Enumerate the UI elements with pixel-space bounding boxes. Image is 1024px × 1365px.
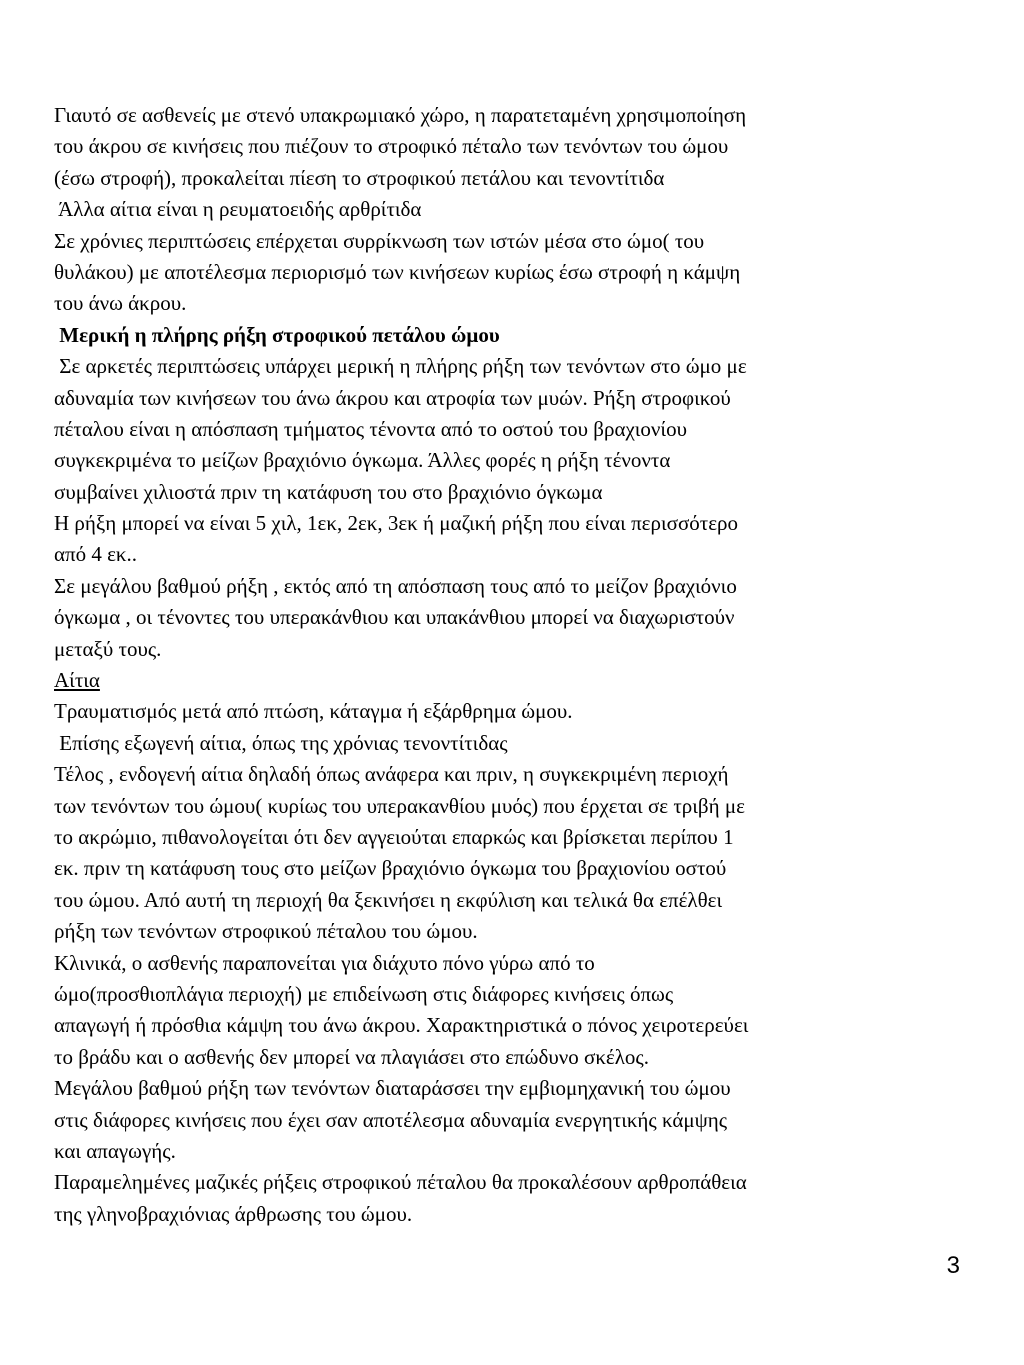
section-heading-causes xyxy=(54,665,954,696)
text-line: το βράδυ και ο ασθενής δεν μπορεί να πλαγιάσει στο επώδυνο σκέλος. xyxy=(54,1044,649,1069)
text-line: θυλάκου) με αποτέλεσμα περιορισμό των κινήσεων κυρίως έσω στροφή η κάμψη xyxy=(54,259,741,284)
text-line: του ώμου. Από αυτή τη περιοχή θα ξεκινήσει η εκφύλιση και τελικά θα επέλθει xyxy=(54,887,723,912)
text-line: αδυναμία των κινήσεων του άνω άκρου και ατροφία των μυών. Ρήξη στροφικού xyxy=(54,385,731,410)
text-line: Κλινικά, ο ασθενής παραπονείται για διάχυτο πόνο γύρω από το xyxy=(54,950,595,975)
page-number: 3 xyxy=(946,1252,960,1279)
text-line: το ακρώμιο, πιθανολογείται ότι δεν αγγειούται επαρκώς και βρίσκεται περίπου 1 xyxy=(54,824,734,849)
text-line: μεταξύ τους. xyxy=(54,636,162,661)
text-line: Επίσης εξωγενή αίτια, όπως της χρόνιας τενοντίτιδας xyxy=(54,730,508,755)
text-line: των τενόντων του ώμου( κυρίως του υπερακανθίου μυός) που έρχεται σε τριβή με xyxy=(54,793,745,818)
text-line: του άνω άκρου. xyxy=(54,291,187,316)
text-line: πέταλου είναι η απόσπαση τμήματος τένοντα από το οστού του βραχιονίου xyxy=(54,416,687,441)
text-line: Άλλα αίτια είναι η ρευματοειδής αρθρίτιδα xyxy=(54,197,422,222)
text-line: Σε μεγάλου βαθμού ρήξη , εκτός από τη απόσπαση τους από το μείζον βραχιόνιο xyxy=(54,573,737,598)
text-line: Σε χρόνιες περιπτώσεις επέρχεται συρρίκνωση των ιστών μέσα στο ώμο( του xyxy=(54,228,705,253)
text-line: απαγωγή ή πρόσθια κάμψη του άνω άκρου. Χαρακτηριστικά ο πόνος χειροτερεύει xyxy=(54,1013,749,1038)
text-line: από 4 εκ.. xyxy=(54,542,138,567)
text-line: εκ. πριν τη κατάφυση τους στο μείζων βραχιόνιο όγκωμα του βραχιονίου οστού xyxy=(54,856,727,881)
text-line: στις διάφορες κινήσεις που έχει σαν αποτέλεσμα αδυναμία ενεργητικής κάμψης xyxy=(54,1107,728,1132)
text-line: όγκωμα , οι τένοντες του υπερακάνθιου και υπακάνθιου μπορεί να διαχωριστούν xyxy=(54,605,735,630)
text-line: Μεγάλου βαθμού ρήξη των τενόντων διαταράσσει την εμβιομηχανική του ώμου xyxy=(54,1076,731,1101)
text-line: συγκεκριμένα το μείζων βραχιόνιο όγκωμα. Άλλες φορές η ρήξη τένοντα xyxy=(54,448,671,473)
causes-label: Αίτια xyxy=(54,668,100,693)
text-line: (έσω στροφή), προκαλείται πίεση το στροφικού πετάλου και τενοντίτιδα xyxy=(54,165,665,190)
text-line: Σε αρκετές περιπτώσεις υπάρχει μερική η πλήρης ρήξη των τενόντων στο ώμο με xyxy=(54,354,747,379)
section-heading-rupture: Μερική η πλήρης ρήξη στροφικού πετάλου ώμου xyxy=(54,322,500,347)
text-line: του άκρου σε κινήσεις που πιέζουν το στροφικό πέταλο των τενόντων του ώμου xyxy=(54,134,729,159)
text-line: και απαγωγής. xyxy=(54,1138,176,1163)
text-line: Τραυματισμός μετά από πτώση, κάταγμα ή εξάρθρημα ώμου. xyxy=(54,699,573,724)
text-line: Γιαυτό σε ασθενείς με στενό υπακρωμιακό χώρο, η παρατεταμένη χρησιμοποίηση xyxy=(54,103,747,127)
text-line: Τέλος , ενδογενή αίτια δηλαδή όπως ανάφερα και πριν, η συγκεκριμένη περιοχή xyxy=(54,762,729,787)
text-line: Η ρήξη μπορεί να είναι 5 χιλ, 1εκ, 2εκ, 3εκ ή μαζική ρήξη που είναι περισσότερο xyxy=(54,511,739,536)
text-line: συμβαίνει χιλιοστά πριν τη κατάφυση του στο βραχιόνιο όγκωμα xyxy=(54,479,603,504)
text-line: ρήξη των τενόντων στροφικού πέταλου του ώμου. xyxy=(54,919,478,944)
text-line: της γληνοβραχιόνιας άρθρωσης του ώμου. xyxy=(54,1201,413,1226)
text-line: Παραμελημένες μαζικές ρήξεις στροφικού πέταλου θα προκαλέσουν αρθροπάθεια xyxy=(54,1170,747,1195)
text-line: ώμο(προσθιοπλάγια περιοχή) με επιδείνωση στις διάφορες κινήσεις όπως xyxy=(54,981,674,1006)
body-text xyxy=(54,100,954,1230)
